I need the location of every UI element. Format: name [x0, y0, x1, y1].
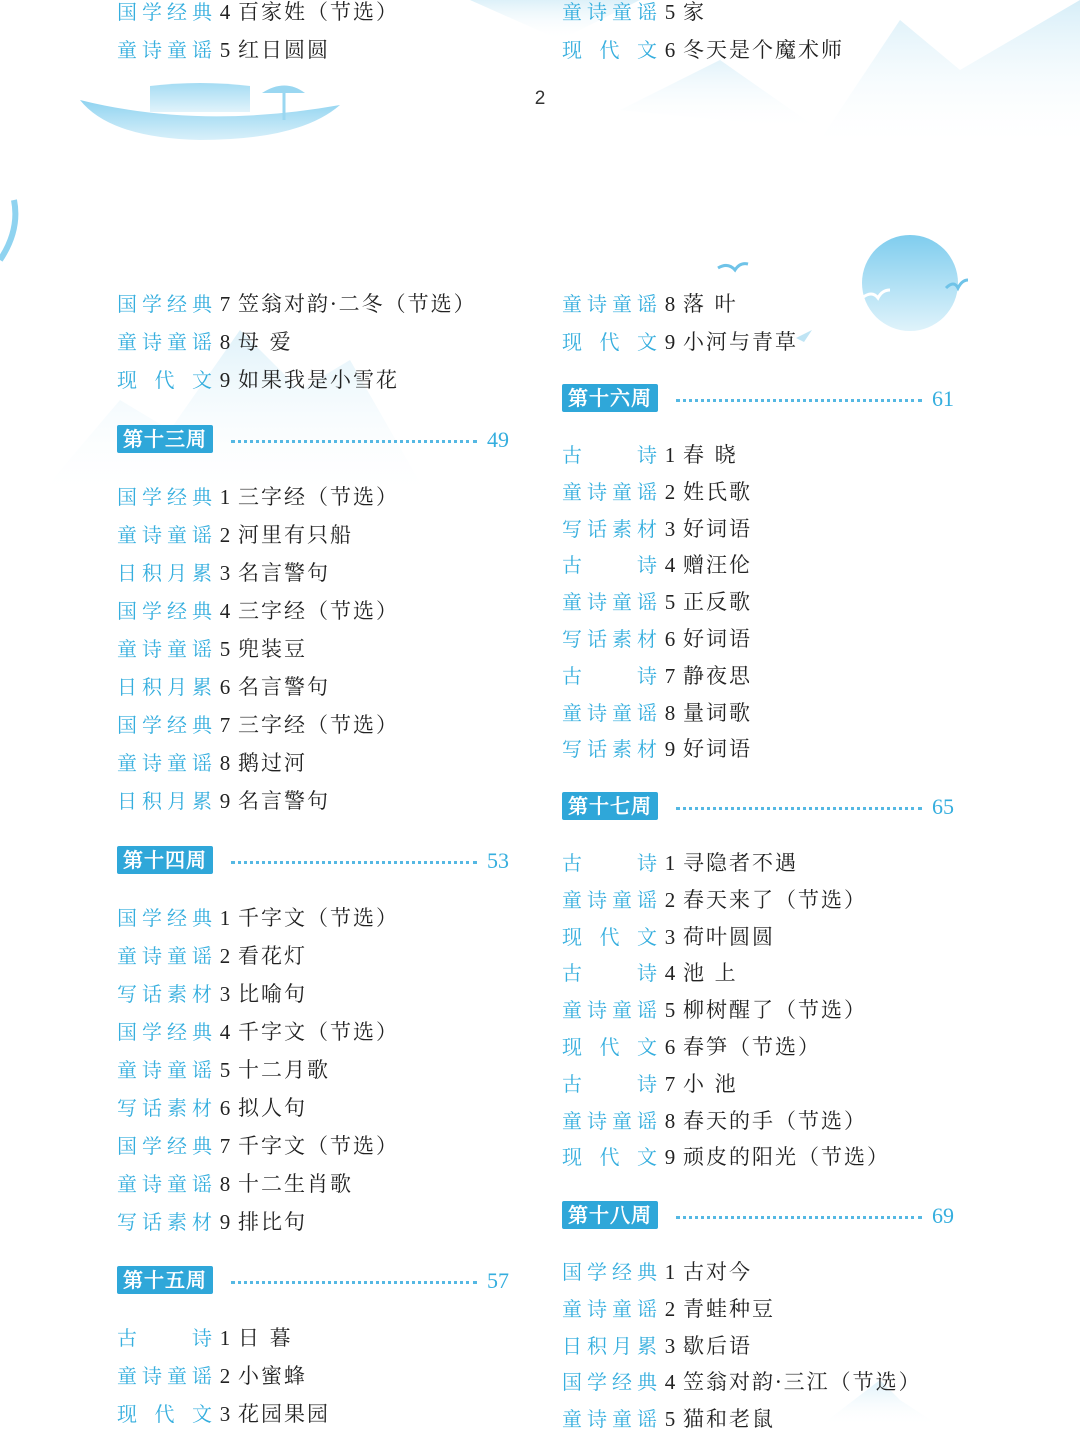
toc-entry[interactable]: [562, 1292, 775, 1326]
entry-number: 8: [664, 1108, 676, 1133]
entry-category: 国学经典: [117, 1020, 212, 1044]
toc-entry[interactable]: [117, 632, 307, 666]
entry-number: 5: [219, 1058, 231, 1082]
entry-category: 写话素材: [562, 737, 657, 762]
entry-category: 童诗童谣: [117, 330, 212, 354]
week-label: 第十三周: [117, 425, 213, 453]
entry-title: 三字经（节选）: [238, 713, 399, 737]
toc-entry[interactable]: [562, 1030, 821, 1064]
entry-number: 1: [219, 906, 231, 930]
entry-title: 三字经（节选）: [238, 485, 399, 509]
toc-entry[interactable]: [117, 1205, 307, 1239]
entry-title: 寻隐者不遇: [683, 851, 798, 875]
entry-title: 古对今: [683, 1260, 752, 1284]
entry-number: 3: [664, 516, 676, 541]
toc-entry[interactable]: [562, 659, 752, 693]
entry-title: 名言警句: [238, 789, 330, 813]
toc-entry[interactable]: [117, 1359, 307, 1393]
entry-title: 拟人句: [238, 1096, 307, 1120]
toc-entry[interactable]: [562, 1329, 752, 1363]
toc-entry[interactable]: [117, 363, 399, 397]
entry-category: 童诗童谣: [562, 998, 657, 1023]
entry-category: 国学经典: [117, 713, 212, 737]
entry-title: 花园果园: [238, 1402, 330, 1426]
entry-title: 猫和老鼠: [683, 1407, 775, 1432]
entry-number: 4: [219, 0, 231, 24]
entry-title: 千字文（节选）: [238, 906, 399, 930]
entry-title: 如果我是小雪花: [238, 368, 399, 392]
toc-entry[interactable]: [117, 480, 399, 514]
entry-category: 童诗童谣: [117, 1172, 212, 1196]
entry-number: 4: [664, 553, 676, 578]
toc-entry[interactable]: [562, 732, 752, 766]
toc-entry[interactable]: [117, 670, 330, 704]
entry-title: 春笋（节选）: [683, 1035, 821, 1059]
entry-number: 3: [219, 1402, 231, 1426]
toc-entry[interactable]: [117, 939, 307, 973]
entry-title: 笠翁对韵·三江（节选）: [683, 1370, 922, 1395]
entry-number: 4: [664, 961, 676, 986]
toc-entry[interactable]: [562, 585, 752, 619]
toc-entry[interactable]: [562, 287, 738, 321]
entry-title: 量词歌: [683, 700, 752, 725]
entry-number: 9: [219, 368, 231, 392]
entry-category: 古 诗: [562, 1071, 657, 1096]
toc-entry[interactable]: [117, 1167, 353, 1201]
entry-category: 童诗童谣: [117, 637, 212, 661]
entry-number: 8: [664, 292, 676, 316]
entry-category: 国学经典: [562, 1370, 657, 1395]
entry-category: 古 诗: [562, 851, 657, 875]
week-page-number: 69: [932, 1203, 954, 1228]
toc-entry[interactable]: [562, 622, 752, 656]
toc-entry[interactable]: [117, 325, 293, 359]
entry-category: 童诗童谣: [117, 944, 212, 968]
toc-entry[interactable]: [562, 1140, 890, 1174]
entry-title: 歇后语: [683, 1333, 752, 1358]
week-heading[interactable]: [117, 1266, 509, 1296]
week-heading[interactable]: [562, 1201, 954, 1231]
entry-number: 8: [219, 330, 231, 354]
toc-entry[interactable]: [117, 784, 330, 818]
entry-number: 2: [219, 523, 231, 547]
entry-number: 5: [664, 998, 676, 1023]
entry-title: 兜装豆: [238, 637, 307, 661]
entry-title: 家: [683, 0, 706, 24]
entry-number: 5: [664, 0, 676, 24]
entry-number: 5: [664, 1407, 676, 1432]
entry-title: 好词语: [683, 516, 752, 541]
toc-entry[interactable]: [562, 696, 752, 730]
entry-category: 童诗童谣: [117, 751, 212, 775]
entry-category: 日积月累: [562, 1333, 657, 1358]
entry-number: 3: [219, 561, 231, 585]
week-page-number: 49: [487, 427, 509, 452]
entry-category: 写话素材: [117, 1096, 212, 1120]
entry-category: 现代文: [117, 1402, 212, 1426]
entry-title: 小蜜蜂: [238, 1364, 307, 1388]
entry-number: 2: [664, 887, 676, 912]
toc-entry[interactable]: [562, 1104, 867, 1138]
toc-entry[interactable]: [117, 977, 307, 1011]
week-heading[interactable]: [562, 792, 954, 822]
entry-number: 6: [664, 627, 676, 651]
week-page-number: 65: [932, 794, 954, 819]
entry-title: 荷叶圆圆: [683, 924, 775, 949]
entry-title: 小 池: [683, 1071, 738, 1096]
entry-category: 国学经典: [117, 292, 212, 316]
entry-category: 童诗童谣: [562, 1108, 657, 1133]
entry-category: 古 诗: [562, 443, 657, 467]
toc-entry[interactable]: [562, 1365, 922, 1399]
toc-entry[interactable]: [562, 0, 706, 29]
entry-title: 好词语: [683, 737, 752, 762]
entry-title: 小河与青草: [683, 330, 798, 354]
entry-number: 5: [664, 590, 676, 615]
entry-number: 3: [664, 924, 676, 949]
entry-title: 母 爱: [238, 330, 293, 354]
entry-number: 7: [219, 713, 231, 737]
entry-number: 6: [219, 675, 231, 699]
entry-number: 4: [664, 1370, 676, 1395]
week-page-number: 53: [487, 848, 509, 873]
toc-entry[interactable]: [117, 901, 399, 935]
entry-number: 3: [664, 1333, 676, 1358]
entry-number: 6: [219, 1096, 231, 1120]
toc-entry[interactable]: [117, 1015, 399, 1049]
week-label: 第十四周: [117, 846, 213, 874]
entry-number: 2: [219, 944, 231, 968]
entry-number: 7: [664, 663, 676, 688]
entry-title: 排比句: [238, 1210, 307, 1234]
entry-title: 千字文（节选）: [238, 1020, 399, 1044]
entry-title: 河里有只船: [238, 523, 353, 547]
entry-number: 8: [219, 751, 231, 775]
entry-number: 4: [219, 599, 231, 623]
entry-category: 童诗童谣: [562, 590, 657, 615]
entry-number: 3: [219, 982, 231, 1006]
week-heading[interactable]: [562, 384, 954, 414]
entry-category: 古 诗: [562, 553, 657, 578]
entry-category: 写话素材: [562, 627, 657, 651]
entry-category: 国学经典: [562, 1260, 657, 1284]
entry-title: 冬天是个魔术师: [683, 38, 844, 62]
entry-title: 名言警句: [238, 675, 330, 699]
entry-number: 9: [664, 1145, 676, 1170]
toc-entry[interactable]: [117, 1321, 293, 1355]
entry-number: 7: [219, 1134, 231, 1158]
entry-title: 看花灯: [238, 944, 307, 968]
entry-number: 1: [664, 1260, 676, 1284]
entry-category: 现代文: [562, 38, 657, 62]
entry-title: 千字文（节选）: [238, 1134, 399, 1158]
week-label: 第十五周: [117, 1266, 213, 1294]
entry-title: 赠汪伦: [683, 553, 752, 578]
entry-number: 6: [664, 38, 676, 62]
entry-number: 8: [664, 700, 676, 725]
dot-leader: [231, 861, 477, 864]
entry-number: 2: [664, 479, 676, 504]
entry-number: 9: [219, 789, 231, 813]
toc-entry[interactable]: [562, 883, 867, 917]
entry-number: 1: [664, 851, 676, 875]
toc-entry[interactable]: [117, 556, 330, 590]
entry-number: 1: [219, 485, 231, 509]
dot-leader: [231, 1281, 477, 1284]
entry-category: 童诗童谣: [562, 1407, 657, 1432]
entry-category: 日积月累: [117, 561, 212, 585]
entry-category: 国学经典: [117, 485, 212, 509]
entry-number: 2: [219, 1364, 231, 1388]
toc-entry[interactable]: [562, 846, 798, 880]
entry-title: 百家姓（节选）: [238, 0, 399, 24]
entry-category: 现代文: [562, 1035, 657, 1059]
entry-title: 春 晓: [683, 443, 738, 467]
toc-entry[interactable]: [562, 920, 775, 954]
entry-category: 写话素材: [117, 982, 212, 1006]
entry-title: 三字经（节选）: [238, 599, 399, 623]
entry-number: 2: [664, 1296, 676, 1321]
toc-entry[interactable]: [117, 518, 353, 552]
toc-entry[interactable]: [562, 1255, 752, 1289]
entry-number: 6: [664, 1035, 676, 1059]
week-heading[interactable]: [117, 425, 509, 455]
entry-number: 4: [219, 1020, 231, 1044]
entry-title: 春天的手（节选）: [683, 1108, 867, 1133]
dot-leader: [676, 1216, 922, 1219]
week-page-number: 57: [487, 1268, 509, 1293]
entry-category: 国学经典: [117, 906, 212, 930]
toc-entry[interactable]: [562, 548, 752, 582]
entry-title: 柳树醒了（节选）: [683, 998, 867, 1023]
toc-entry[interactable]: [562, 1067, 738, 1101]
toc-entry[interactable]: [562, 33, 844, 67]
entry-number: 5: [219, 637, 231, 661]
entry-category: 童诗童谣: [562, 292, 657, 316]
entry-number: 7: [664, 1071, 676, 1096]
dot-leader: [676, 399, 922, 402]
entry-category: 童诗童谣: [562, 887, 657, 912]
toc-entry[interactable]: [562, 475, 752, 509]
entry-number: 9: [664, 330, 676, 354]
dot-leader: [676, 807, 922, 810]
entry-title: 姓氏歌: [683, 479, 752, 504]
entry-title: 春天来了（节选）: [683, 887, 867, 912]
entry-category: 童诗童谣: [562, 0, 657, 24]
entry-number: 7: [219, 292, 231, 316]
toc-entry[interactable]: [562, 993, 867, 1027]
entry-number: 9: [219, 1210, 231, 1234]
entry-title: 名言警句: [238, 561, 330, 585]
entry-title: 顽皮的阳光（节选）: [683, 1145, 890, 1170]
toc-entry[interactable]: [117, 287, 477, 321]
entry-category: 现代文: [562, 924, 657, 949]
entry-category: 国学经典: [117, 0, 212, 24]
entry-number: 1: [664, 443, 676, 467]
entry-category: 古 诗: [117, 1326, 212, 1350]
toc-entry[interactable]: [117, 746, 307, 780]
toc-entry[interactable]: [117, 1129, 399, 1163]
entry-category: 童诗童谣: [117, 1364, 212, 1388]
entry-number: 1: [219, 1326, 231, 1350]
dot-leader: [231, 440, 477, 443]
entry-title: 正反歌: [683, 590, 752, 615]
toc-entry[interactable]: [117, 33, 330, 67]
entry-title: 青蛙种豆: [683, 1296, 775, 1321]
toc-entry[interactable]: [562, 512, 752, 546]
entry-category: 国学经典: [117, 599, 212, 623]
entry-category: 现代文: [562, 330, 657, 354]
entry-category: 国学经典: [117, 1134, 212, 1158]
entry-category: 日积月累: [117, 789, 212, 813]
entry-category: 古 诗: [562, 961, 657, 986]
entry-category: 日积月累: [117, 675, 212, 699]
entry-category: 童诗童谣: [562, 1296, 657, 1321]
entry-category: 古 诗: [562, 663, 657, 688]
entry-title: 好词语: [683, 627, 752, 651]
week-label: 第十七周: [562, 792, 658, 820]
entry-title: 日 暮: [238, 1326, 293, 1350]
entry-title: 比喻句: [238, 982, 307, 1006]
entry-number: 5: [219, 38, 231, 62]
entry-title: 池 上: [683, 961, 738, 986]
entry-category: 童诗童谣: [117, 523, 212, 547]
toc-entry[interactable]: [562, 956, 738, 990]
toc-entry[interactable]: [117, 1091, 307, 1125]
entry-number: 8: [219, 1172, 231, 1196]
entry-title: 静夜思: [683, 663, 752, 688]
entry-title: 笠翁对韵·二冬（节选）: [238, 292, 477, 316]
toc-entry[interactable]: [117, 594, 399, 628]
entry-number: 9: [664, 737, 676, 762]
week-heading[interactable]: [117, 846, 509, 876]
week-page-number: 61: [932, 386, 954, 411]
entry-category: 童诗童谣: [562, 479, 657, 504]
toc-entry[interactable]: [562, 325, 798, 359]
entry-category: 童诗童谣: [562, 700, 657, 725]
entry-category: 童诗童谣: [117, 38, 212, 62]
entry-title: 鹅过河: [238, 751, 307, 775]
toc-entry[interactable]: [562, 438, 738, 472]
toc-entry[interactable]: [562, 1402, 775, 1436]
page-number: 2: [534, 88, 546, 109]
toc-entry[interactable]: [117, 708, 399, 742]
week-label: 第十八周: [562, 1201, 658, 1229]
entry-title: 落 叶: [683, 292, 738, 316]
entry-title: 十二生肖歌: [238, 1172, 353, 1196]
entry-category: 写话素材: [562, 516, 657, 541]
entry-title: 十二月歌: [238, 1058, 330, 1082]
entry-category: 写话素材: [117, 1210, 212, 1234]
entry-category: 现代文: [562, 1145, 657, 1170]
entry-title: 红日圆圆: [238, 38, 330, 62]
toc-entry[interactable]: [117, 0, 399, 29]
week-label: 第十六周: [562, 384, 658, 412]
entry-category: 童诗童谣: [117, 1058, 212, 1082]
entry-category: 现代文: [117, 368, 212, 392]
toc-entry[interactable]: [117, 1053, 330, 1087]
